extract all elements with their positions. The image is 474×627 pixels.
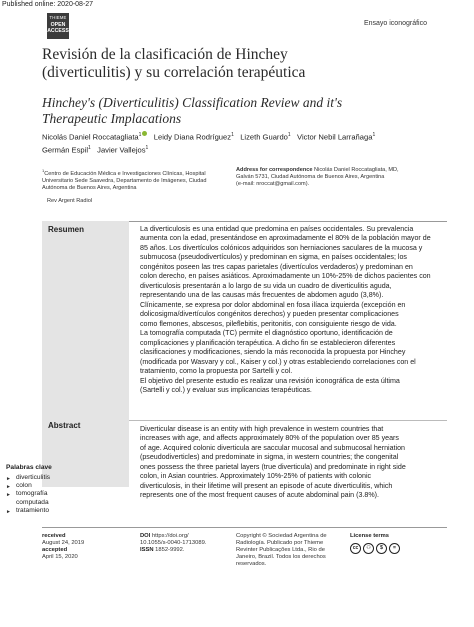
accepted-date: April 15, 2020 — [42, 554, 78, 561]
cc-nc-icon: $ — [376, 543, 387, 554]
copyright-line: Radiología. Publicado por Thieme — [236, 540, 324, 547]
logo-line-2: OPEN — [50, 22, 66, 28]
abstract-line: represents one of the most frequent causes of acute abdominal pain (3.8%). — [140, 491, 379, 500]
license-block — [350, 533, 440, 554]
abstract-sidebar — [42, 221, 129, 487]
author-affiliation-mark: 1 — [145, 144, 149, 151]
affiliation-line: Autónoma de Buenos Aires, Argentina — [42, 185, 137, 192]
author-affiliation-mark: 1 — [88, 144, 91, 151]
license-label: License terms — [350, 533, 389, 539]
resumen-line: Clínicamente, se expresa por dolor abdominal en fosa ilíaca izquierda (excepción en — [140, 300, 406, 309]
issn-label: ISSN — [140, 547, 154, 554]
resumen-line: 85 años. Los divertículos colónicos adquiridos son herniaciones saculares de la mucosa y — [140, 243, 423, 252]
resumen-heading: Resumen — [48, 225, 85, 234]
english-title-line-1: Hinchey's (Diverticulitis) Classification Review and it's — [42, 95, 343, 110]
abstract-line: (pseudodiverticles) and predominate in sigma, in western countries; the congenital — [140, 453, 399, 462]
correspondence-email[interactable]: (e-mail: nroccat@gmail.com). — [236, 181, 310, 188]
section-divider — [129, 420, 447, 421]
keyword-item: ► tratamiento — [6, 507, 50, 515]
copyright-line: Janeiro, Brazil. Todos los derechos — [236, 554, 326, 561]
author-name[interactable]: Nicolás Daniel Roccatagliata — [42, 132, 139, 142]
keywords-title: Palabras clave — [6, 464, 52, 471]
doi-value[interactable]: 10.1055/s-0040-1713089. — [140, 540, 207, 547]
resumen-line: aumenta con la edad, presentándose en aproximadamente el 80% de la población mayor de — [140, 234, 431, 243]
copyright-line: Copyright © Sociedad Argentina de — [236, 533, 327, 539]
spanish-title-line-2: (diverticulitis) y su correlación terapéutica — [42, 64, 306, 81]
abstract-line: diverticulosis, in their lifetime will present an episode of acute diverticulitis, which — [140, 481, 393, 490]
doi-block — [140, 533, 222, 554]
keyword-item-continuation: computada — [16, 498, 49, 506]
english-title-line-2: Therapeutic Implacations — [42, 111, 182, 126]
author-list — [42, 130, 442, 155]
abstract-line: ones possess the three parietal layers (true diverticula) and predominate in right side — [140, 462, 406, 471]
copyright-notice — [236, 533, 341, 568]
keyword-item: ► diverticulitis — [6, 474, 50, 482]
article-dates — [42, 533, 122, 561]
orcid-icon[interactable] — [142, 131, 147, 136]
english-title — [42, 95, 442, 127]
copyright-line: reservados. — [236, 561, 267, 568]
author-name[interactable]: Lizeth Guardo — [240, 132, 288, 142]
resumen-line: dolicosigma/divertículos congénitos derechos) y pueden presentar complicaciones — [140, 310, 399, 319]
cc-icon: cc — [350, 543, 361, 554]
received-label: received — [42, 533, 66, 539]
resumen-line: submucosa (pseudodivertículos) y predominan en sigma, en países occidentales; los — [140, 253, 407, 262]
author-affiliation-mark: 1 — [372, 132, 376, 138]
issn-value: 1852-9992. — [155, 547, 185, 554]
author-affiliation-mark: 1 — [287, 132, 291, 138]
keywords-list — [6, 474, 50, 515]
author-name[interactable]: Victor Nebil Larrañaga — [297, 132, 373, 142]
resumen-line: diverticulosis presentarán a lo largo de su vida un cuadro de diverticulitis aguda, — [140, 281, 392, 290]
thieme-open-access-logo — [47, 13, 69, 39]
correspondence-line: Galván 5731, Ciudad Autónoma de Buenos Aires, Argentina — [236, 174, 385, 181]
keyword-item: ► colon — [6, 482, 50, 490]
author-affiliation-mark: 1 — [231, 132, 234, 138]
copyright-line: Revinter Publicações Ltda., Rio de — [236, 547, 325, 554]
doi-link[interactable]: https://doi.org/ — [151, 533, 189, 539]
abstract-line: colon, in Asian countries. Approximately 10%-25% of patients with colonic — [140, 472, 372, 481]
resumen-line: El objetivo del presente estudio es realizar una revisión iconográfica de esta última — [140, 376, 400, 385]
accepted-label: accepted — [42, 547, 68, 554]
resumen-line: (modificada por Wasvary y col., Kaiser y col.) y otras estableciendo correlaciones con el — [140, 357, 416, 366]
cc-nd-icon: = — [389, 543, 400, 554]
abstract-text — [140, 425, 444, 501]
resumen-line: tratamiento, como la propuesta por Sartelli y col. — [140, 367, 293, 376]
resumen-line: La tomografía computada (TC) permite el diagnóstico oportuno, identificación de — [140, 329, 393, 338]
logo-line-3: ACCESS — [47, 28, 69, 34]
abstract-line: of age. Acquired colonic diverticula are saccular mucosal and submucosal herniation — [140, 443, 405, 452]
author-name[interactable]: Germán Espil — [42, 145, 89, 155]
abstract-line: increases with age, and affects approximately 80% of the population over 85 years — [140, 434, 399, 443]
resumen-line: congénitos poseen las tres capas parietales (divertículos verdaderos) y predominan en — [140, 262, 413, 271]
author-affiliation-mark: 1 — [138, 132, 142, 138]
published-online-date: Published online: 2020-08-27 — [2, 1, 94, 8]
logo-line-1: THIEME — [49, 15, 67, 20]
resumen-line: complicaciones y planificación terapéutica. A dicho fin se establecieron diferentes — [140, 338, 396, 347]
resumen-line: clasificaciones y modificaciones, siendo la más reconocida la propuesta por Hinchey — [140, 348, 406, 357]
spanish-title — [42, 46, 442, 82]
correspondence-line: Nicolás Daniel Roccatagliata, MD, — [312, 167, 399, 173]
affiliation-line: Universitario Sede Saavedra, Departamento de Imágenes, Ciudad — [42, 178, 207, 185]
abstract-line: Diverticular disease is an entity with high prevalence in western countries that — [140, 425, 384, 433]
journal-reference: Rev Argent Radiol — [47, 198, 93, 204]
resumen-line: como flemones, abscesos, pileflebitis, peritonitis, con consiguiente riesgo de vida. — [140, 319, 397, 328]
resumen-line: representando una de las causas más frecuentes de abdomen agudo (3,8%). — [140, 291, 384, 300]
received-date: August 24, 2019 — [42, 540, 85, 547]
correspondence-address — [236, 167, 446, 189]
section-label: Ensayo iconográfico — [363, 20, 427, 27]
keyword-item: ► tomografía — [6, 490, 50, 498]
doi-label: DOI — [140, 533, 151, 539]
correspondence-label: Address for correspondence — [236, 167, 313, 173]
cc-by-icon: ⚇ — [363, 543, 374, 554]
author-name[interactable]: Leidy Diana Rodríguez — [153, 132, 232, 142]
resumen-line: colon derecho, en países asiáticos. Aproximadamente un 10%-25% de dichos pacientes con — [140, 272, 431, 281]
author-name[interactable]: Javier Vallejos — [97, 145, 146, 155]
affiliation-number: 1 — [42, 168, 45, 173]
spanish-title-line-1: Revisión de la clasificación de Hinchey — [42, 46, 288, 63]
creative-commons-badge[interactable] — [350, 543, 440, 554]
abstract-heading: Abstract — [48, 421, 81, 430]
affiliation — [42, 167, 227, 192]
resumen-line: (Sartelli y col.) y evaluar sus implicancias terapéuticas. — [140, 386, 312, 395]
resumen-text — [140, 225, 444, 396]
resumen-line: La diverticulosis es una entidad que predomina en países occidentales. Su prevalencia — [140, 225, 414, 233]
affiliation-line: Centro de Educación Médica e Investigaciones Clínicas, Hospital — [44, 170, 206, 177]
footer-divider — [42, 527, 447, 528]
